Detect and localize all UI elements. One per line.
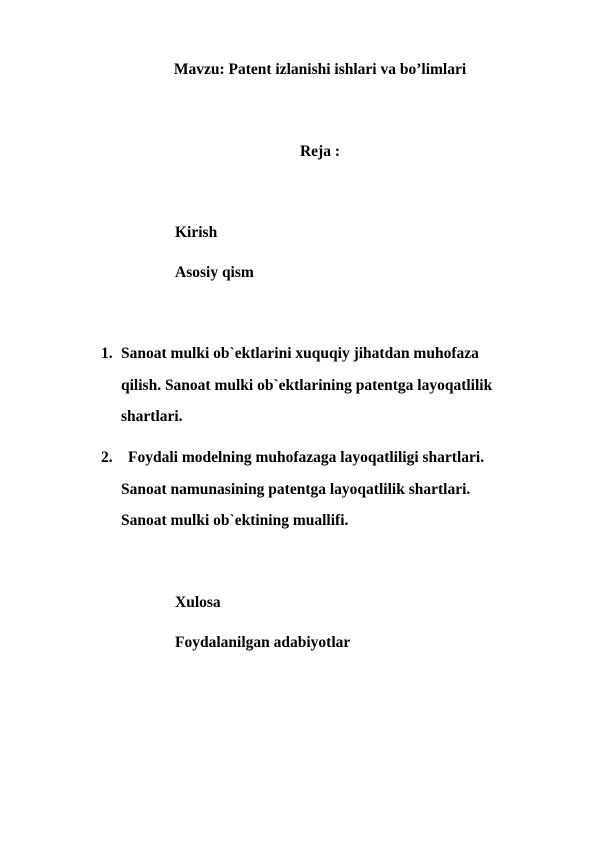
plan-heading: Reja :	[299, 143, 341, 160]
list-item-2-line-2: Sanoat namunasining patentga layoqatlilik shartlari.	[121, 481, 471, 498]
section-conclusion: Xulosa	[175, 594, 221, 611]
section-main-part: Asosiy qism	[175, 264, 254, 281]
list-item-1-line-1: Sanoat mulki ob`ektlarini xuquqiy jihatdan muhofaza	[121, 345, 479, 362]
section-intro: Kirish	[175, 224, 218, 241]
list-item-2-number: 2.	[101, 449, 113, 466]
list-item-2-line-3: Sanoat mulki ob`ektining muallifi.	[121, 512, 349, 529]
document-title: Mavzu: Patent izlanishi ishlari va bo’limlari	[173, 61, 467, 78]
list-item-1-number: 1.	[101, 345, 113, 362]
list-item-1-line-2: qilish. Sanoat mulki ob`ektlarining patentga layoqatlilik	[121, 377, 493, 394]
section-references: Foydalanilgan adabiyotlar	[175, 634, 351, 651]
list-item-1-line-3: shartlari.	[121, 408, 183, 425]
list-item-2-line-1: Foydali modelning muhofazaga layoqatliligi shartlari.	[128, 449, 485, 466]
